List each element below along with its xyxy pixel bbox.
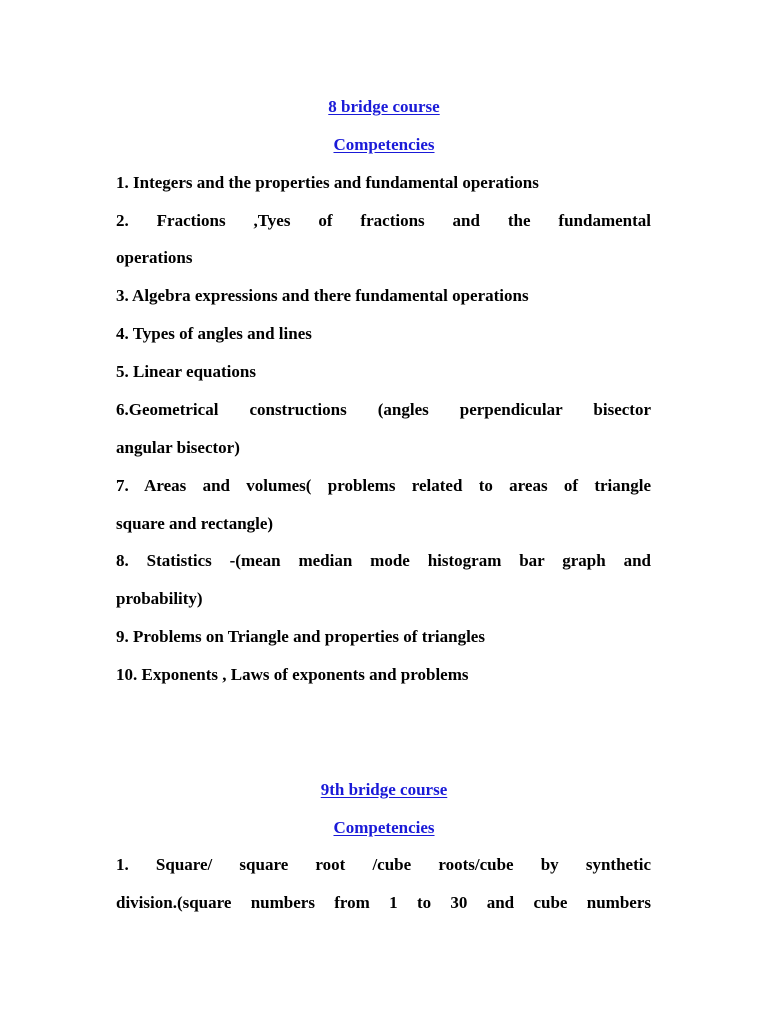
competency-line: 9. Problems on Triangle and properties of triangles: [116, 627, 485, 646]
competency-line: 1. Square/ square root /cube roots/cube by synthetic: [116, 855, 651, 874]
competency-line-continued: angular bisector): [116, 438, 240, 457]
competency-line: 7. Areas and volumes( problems related to areas of triangle: [116, 476, 651, 495]
competency-line: 3. Algebra expressions and there fundamental operations: [116, 286, 529, 305]
competency-line-continued: operations: [116, 248, 193, 267]
competency-line: 8. Statistics -(mean median mode histogram bar graph and: [116, 551, 651, 570]
competency-line-continued: division.(square numbers from 1 to 30 and cube numbers: [116, 893, 651, 912]
section-2-subtitle[interactable]: Competencies: [333, 818, 435, 837]
section-2-title[interactable]: 9th bridge course: [320, 780, 448, 799]
section-1-subtitle[interactable]: Competencies: [333, 135, 435, 154]
competency-line: 2. Fractions ,Tyes of fractions and the fundamental: [116, 211, 651, 230]
competency-line: 6.Geometrical constructions (angles perpendicular bisector: [116, 400, 651, 419]
competency-line: 1. Integers and the properties and fundamental operations: [116, 173, 539, 192]
competency-line-continued: probability): [116, 589, 203, 608]
competency-line: 4. Types of angles and lines: [116, 324, 312, 343]
competency-line: 5. Linear equations: [116, 362, 256, 381]
competency-line: 10. Exponents , Laws of exponents and problems: [116, 665, 469, 684]
section-1-title[interactable]: 8 bridge course: [328, 97, 440, 116]
competency-line-continued: square and rectangle): [116, 514, 274, 533]
